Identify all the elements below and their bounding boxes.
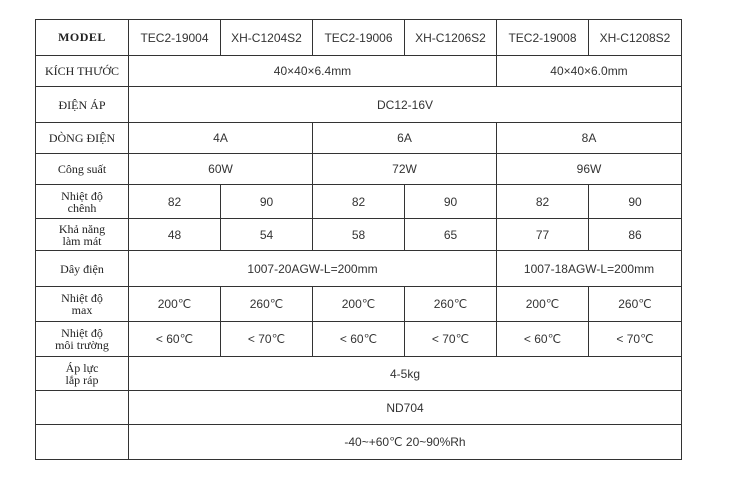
model-cell: TEC2-19006 [313,20,405,56]
pressure-label-line1: Áp lực [65,360,99,375]
env-temp-label-line2: môi trường [55,338,109,352]
package-label [36,391,129,425]
max-temp-label-line1: Nhiệt độ [61,291,103,305]
power-label: Công suất [36,154,129,185]
env-temp-cell: < 70℃ [221,322,313,357]
env-temp-cell: < 70℃ [405,322,497,357]
temp-delta-cell: 90 [221,185,313,219]
temp-delta-cell: 82 [313,185,405,219]
cooling-cell: 48 [129,219,221,251]
size-cell: 40×40×6.4mm [129,56,497,87]
voltage-cell: DC12-16V [129,87,682,123]
row-pressure [36,357,682,391]
env-temp-label-line1: Nhiệt độ [61,326,103,340]
max-temp-cell: 200℃ [497,287,589,322]
cooling-label [36,219,129,251]
row-package [36,391,682,425]
spec-table [35,19,682,460]
env-temp-label [36,322,129,357]
package-cell: ND704 [129,391,682,425]
cooling-label-line2: làm mát [62,233,102,248]
current-cell: 6A [313,123,497,154]
row-current [36,123,682,154]
temp-delta-label-line1: Nhiệt độ [61,188,103,203]
env-temp-cell: < 60℃ [313,322,405,357]
row-power [36,154,682,185]
row-temp-delta [36,185,682,219]
row-model [36,20,682,56]
max-temp-label [36,287,129,322]
cooling-label-line1: Khả năng [58,221,106,236]
max-temp-label-line2: max [71,303,93,317]
current-cell: 8A [497,123,682,154]
pressure-label-line2: lắp ráp [65,372,99,387]
temp-delta-cell: 82 [129,185,221,219]
model-cell: XH-C1206S2 [405,20,497,56]
wire-cell: 1007-20AGW-L=200mm [129,251,497,287]
cooling-cell: 54 [221,219,313,251]
row-cooling [36,219,682,251]
power-cell: 72W [313,154,497,185]
environment-label [36,425,129,460]
row-voltage [36,87,682,123]
model-cell: TEC2-19004 [129,20,221,56]
temp-delta-cell: 90 [589,185,682,219]
max-temp-cell: 260℃ [589,287,682,322]
model-cell: TEC2-19008 [497,20,589,56]
row-wire [36,251,682,287]
environment-cell: -40~+60℃ 20~90%Rh [129,425,682,460]
max-temp-cell: 260℃ [221,287,313,322]
temp-delta-label [36,185,129,219]
voltage-label: ĐIỆN ÁP [36,87,129,123]
row-env-temp [36,322,682,357]
max-temp-cell: 200℃ [313,287,405,322]
row-size [36,56,682,87]
model-cell: XH-C1204S2 [221,20,313,56]
size-cell: 40×40×6.0mm [497,56,682,87]
temp-delta-cell: 82 [497,185,589,219]
row-max-temp [36,287,682,322]
model-cell: XH-C1208S2 [589,20,682,56]
row-environment [36,425,682,460]
max-temp-cell: 200℃ [129,287,221,322]
pressure-label [36,357,129,391]
env-temp-cell: < 70℃ [589,322,682,357]
cooling-cell: 86 [589,219,682,251]
current-label: DÒNG ĐIỆN [36,123,129,154]
cooling-cell: 58 [313,219,405,251]
size-label: KÍCH THƯỚC [36,56,129,87]
current-cell: 4A [129,123,313,154]
temp-delta-label-line2: chênh [67,200,97,215]
wire-label: Dây điện [36,251,129,287]
env-temp-cell: < 60℃ [497,322,589,357]
power-cell: 96W [497,154,682,185]
power-cell: 60W [129,154,313,185]
cooling-cell: 65 [405,219,497,251]
wire-cell: 1007-18AGW-L=200mm [497,251,682,287]
pressure-cell: 4-5kg [129,357,682,391]
max-temp-cell: 260℃ [405,287,497,322]
temp-delta-cell: 90 [405,185,497,219]
cooling-cell: 77 [497,219,589,251]
model-label: MODEL [36,20,129,56]
env-temp-cell: < 60℃ [129,322,221,357]
